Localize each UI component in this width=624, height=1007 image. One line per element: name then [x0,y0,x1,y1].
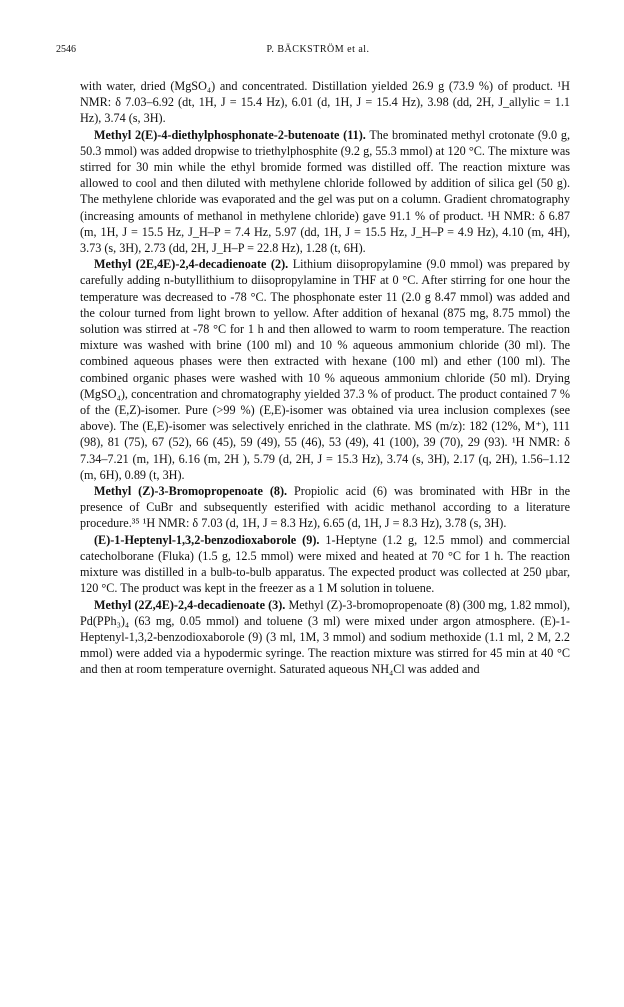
paragraph [80,256,570,483]
paragraph-text: Lithium diisopropylamine (9.0 mmol) was prepared by carefully adding n-butyllithium to diisopropylamine in THF at 0 °C. After stirring for one hour the temperature was decreased to -78 °C. The phosphonate ester 11 (2.0 g 8.47 mmol) was added and the colour turned from light brown to yellow. After addition of hexanal (875 mg, 8.75 mmol) the solution was stirred at -78 °C for 1 h and then allowed to warm to room temperature. The reaction mixture was washed with brine (100 ml) and 10 % aqueous ammonium chloride (30 ml). The combined aqueous phases were then extracted with hexane (100 ml) and ether (100 ml). The combined organic phases were washed with 10 % aqueous ammonium chloride (50 ml). Drying (MgSO₄), concentration and chromatography yielded 37.3 % of product. The product contained 7 % of the (E,Z)-isomer. Pure (>99 %) (E,E)-isomer was obtained via urea inclusion complexes (see above). The (E,E)-isomer was selectively enriched in the clathrate. MS (m/z): 182 (12%, M⁺), 111 (98), 81 (75), 67 (52), 66 (45), 59 (49), 55 (46), 53 (49), 41 (100), 39 (70), 29 (93). ¹H NMR: δ 7.34–7.21 (m, 1H), 6.16 (m, 2H ), 5.79 (d, 2H, J = 15.3 Hz), 3.74 (s, 3H), 2.17 (q, 2H), 1.56–1.12 (m, 6H), 0.89 (t, 3H). [80,257,570,482]
paragraph [80,127,570,257]
paragraph-text: Methyl (Z)-3-bromopropenoate (8) (300 mg, 1.82 mmol), Pd(PPh₃)₄ (63 mg, 0.05 mmol) and toluene (3 ml) were mixed under argon atmosphere. (E)-1-Heptenyl-1,3,2-benzodioxaborole (9) (3 ml, 1M, 3 mmol) and sodium methoxide (1.1 ml, 2 M, 2.2 mmol) were added via a hypodermic syringe. The reaction mixture was stirred for 45 min at 40 °C and then at room temperature overnight. Saturated aqueous NH₄Cl was added and [80,597,570,677]
paragraph-title: (E)-1-Heptenyl-1,3,2-benzodioxaborole (9). [94,532,320,547]
paragraph-text: Propiolic acid (6) was brominated with HBr in the presence of CuBr and subsequently esterified with acidic methanol according to a literature procedure.³⁵ ¹H NMR: δ 7.03 (d, 1H, J = 8.3 Hz), 6.65 (d, 1H, J = 8.3 Hz), 3.78 (s, 3H). [80,484,570,531]
paragraph [80,597,570,678]
page-header [56,44,580,58]
paragraph-title: Methyl (2Z,4E)-2,4-decadienoate (3). [94,597,286,612]
paragraph-title: Methyl 2(E)-4-diethylphosphonate-2-butenoate (11). [94,127,366,142]
paragraph-title: Methyl (Z)-3-Bromopropenoate (8). [94,484,288,499]
paragraph [80,78,570,127]
paragraph [80,532,570,597]
paragraph-text: The brominated methyl crotonate (9.0 g, 50.3 mmol) was added dropwise to triethylphosphite (9.2 g, 55.3 mmol) at 120 °C. The mixture was stirred for 30 min while the ethyl bromide formed was distilled off. The reaction mixture was allowed to cool and then diluted with methylene chloride followed by addition of silica gel (50 g). The methylene chloride was evaporated and the gel was put on a column. Gradient chromatography (increasing amounts of methanol in methylene chloride) gave 91.1 % of product. ¹H NMR: δ 6.87 (m, 1H, J = 15.5 Hz, J_H–P = 7.4 Hz, 5.97 (dd, 1H, J = 15.5 Hz, J_H–P = 4.9 Hz), 4.10 (m, 4H), 3.73 (s, 3H), 2.73 (dd, 2H, J_H–P = 22.8 Hz), 1.28 (t, 6H). [80,127,570,256]
page-number: 2546 [56,44,76,55]
paragraph-title: Methyl (2E,4E)-2,4-decadienoate (2). [94,257,289,272]
body-text [80,78,570,678]
running-head: P. BÄCKSTRÖM et al. [266,44,370,55]
paragraph [80,483,570,532]
paragraph-text: with water, dried (MgSO₄) and concentrated. Distillation yielded 26.9 g (73.9 %) of product. ¹H NMR: δ 7.03–6.92 (dt, 1H, J = 15.4 Hz), 6.01 (d, 1H, J = 15.4 Hz), 3.98 (dd, 2H, J_allylic = 1.1 Hz), 3.74 (s, 3H). [80,79,570,126]
paragraph-text: 1-Heptyne (1.2 g, 12.5 mmol) and commercial catecholborane (Fluka) (1.5 g, 12.5 mmol) were mixed and heated at 70 °C for 1 h. The reaction mixture was distilled in a bulb-to-bulb apparatus. The expected product was collected at 250 μbar, 120 °C. The product was kept in the freezer as a 1 M solution in toluene. [80,532,570,596]
